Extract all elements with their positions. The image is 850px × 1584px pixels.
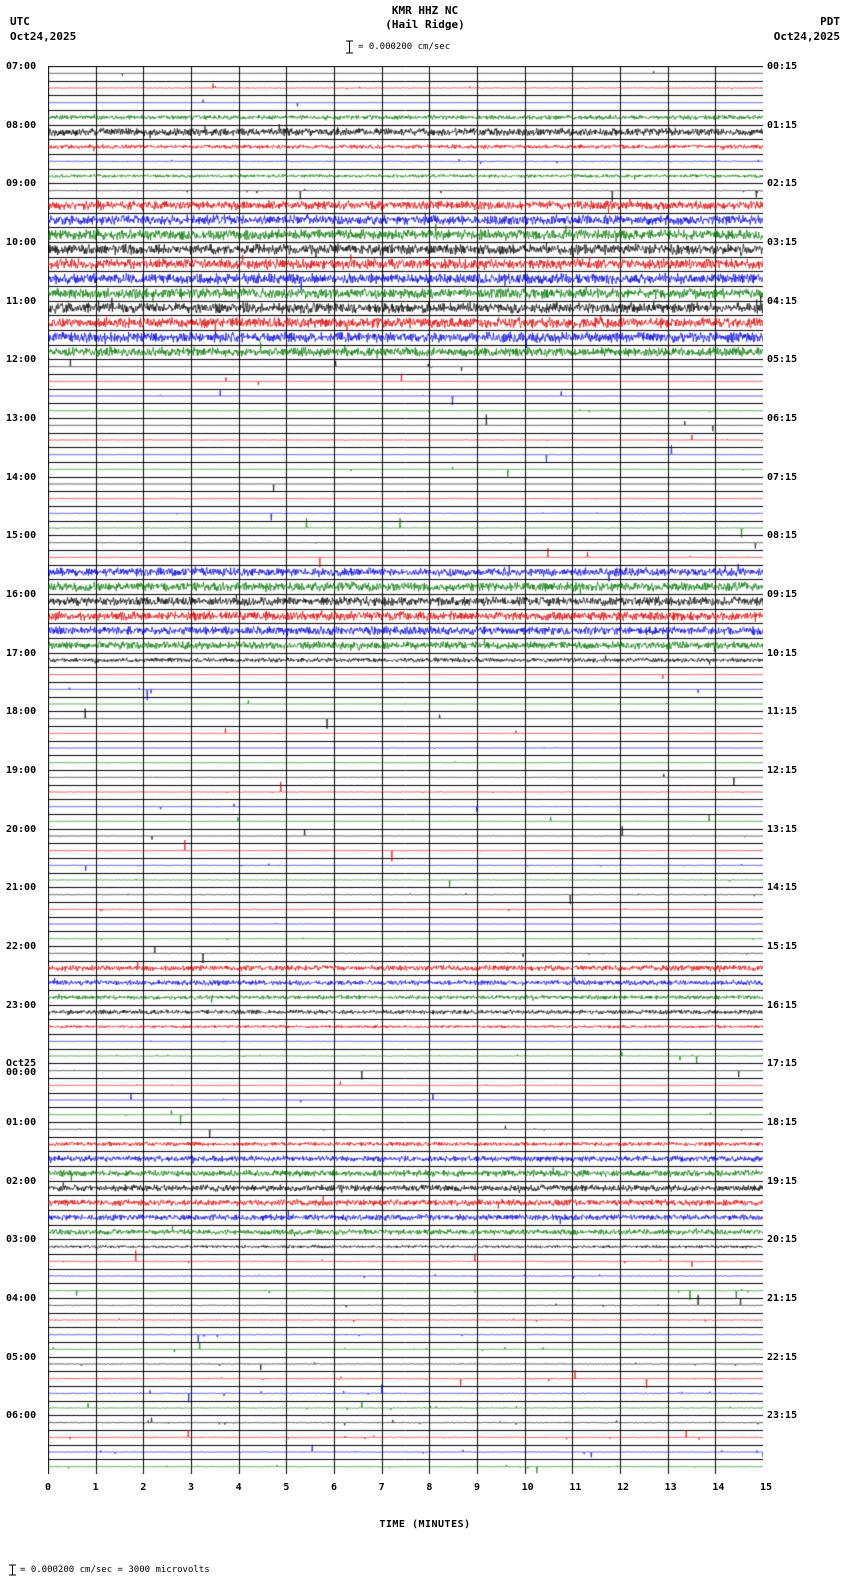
time-label-pdt: 04:15 — [767, 295, 798, 307]
time-label-pdt: 18:15 — [767, 1117, 798, 1128]
time-label-utc: 06:00 — [6, 1410, 37, 1422]
scale-bar-icon-footer — [8, 1564, 17, 1576]
time-label-pdt: 20:15 — [767, 1234, 798, 1246]
x-axis-label: TIME (MINUTES) — [379, 1519, 471, 1530]
station-code: KMR HHZ NC — [391, 4, 459, 17]
time-label-utc: 14:00 — [6, 471, 37, 483]
x-tick-label: 3 — [188, 1482, 195, 1493]
footer-scale — [8, 1564, 210, 1576]
header-left — [10, 14, 76, 44]
time-label-utc: 20:00 — [6, 823, 37, 835]
time-label-pdt: 06:15 — [767, 413, 798, 424]
time-label-pdt: 17:15 — [767, 1058, 798, 1070]
time-label-utc: 19:00 — [6, 765, 37, 776]
x-tick-label: 15 — [760, 1482, 773, 1493]
x-tick-label: 10 — [521, 1482, 534, 1493]
scale-bar-icon — [345, 40, 354, 54]
time-label-pdt: 02:15 — [767, 178, 798, 190]
time-label-pdt: 22:15 — [767, 1351, 798, 1363]
x-tick-label: 5 — [283, 1482, 290, 1493]
time-label-utc: 09:00 — [6, 178, 37, 190]
time-label-utc: 12:00 — [6, 354, 37, 366]
time-label-pdt: 05:15 — [767, 354, 798, 366]
x-tick-label: 0 — [45, 1482, 52, 1493]
time-label-utc: 18:00 — [6, 706, 37, 718]
x-tick-label: 6 — [331, 1482, 338, 1493]
time-label-pdt: 07:15 — [767, 471, 798, 483]
header-right — [774, 14, 840, 44]
time-label-utc: 01:00 — [6, 1117, 37, 1128]
x-tick-label: 13 — [664, 1482, 677, 1493]
time-label-pdt: 10:15 — [767, 647, 798, 659]
timezone-pdt-label: PDT — [820, 15, 840, 28]
time-label-pdt: 15:15 — [767, 941, 798, 952]
time-label-pdt: 19:15 — [767, 1175, 798, 1187]
time-label-pdt: 11:15 — [767, 706, 798, 718]
time-label-utc: 03:00 — [6, 1234, 37, 1246]
time-label-utc: 10:00 — [6, 237, 37, 248]
time-label-utc: 23:00 — [6, 999, 37, 1011]
time-label-pdt: 09:15 — [767, 589, 798, 600]
seismogram-canvas — [48, 66, 763, 1474]
station-name: (Hail Ridge) — [385, 18, 465, 31]
time-label-utc: 08:00 — [6, 119, 37, 131]
x-tick-label: 8 — [426, 1482, 433, 1493]
time-label-pdt: 13:15 — [767, 823, 798, 835]
x-tick-label: 14 — [712, 1482, 725, 1493]
time-label-utc: 22:00 — [6, 941, 37, 952]
timezone-utc-label: UTC — [10, 15, 30, 28]
scale-reference — [345, 40, 450, 54]
time-label-utc: 07:00 — [6, 61, 37, 72]
time-label-utc: 17:00 — [6, 647, 37, 659]
time-label-pdt: 12:15 — [767, 765, 798, 776]
time-label-pdt: 08:15 — [767, 530, 798, 542]
time-label-utc: 05:00 — [6, 1351, 37, 1363]
time-label-utc: Oct25 — [6, 1058, 37, 1070]
time-label-utc: 11:00 — [6, 295, 37, 307]
time-label-pdt: 23:15 — [767, 1410, 798, 1422]
time-label-utc: 02:00 — [6, 1175, 37, 1187]
time-label-pdt: 16:15 — [767, 999, 798, 1011]
time-label-pdt: 21:15 — [767, 1293, 798, 1304]
x-tick-label: 11 — [569, 1482, 582, 1493]
time-label-pdt: 01:15 — [767, 119, 798, 131]
time-label-pdt: 00:15 — [767, 61, 798, 72]
time-label-pdt: 03:15 — [767, 237, 798, 248]
time-label-utc: 15:00 — [6, 530, 37, 542]
helicorder-plot — [48, 66, 763, 1474]
footer-text: = 0.000200 cm/sec = 3000 microvolts — [20, 1565, 210, 1575]
x-tick-label: 2 — [140, 1482, 147, 1493]
x-tick-label: 4 — [235, 1482, 242, 1493]
x-tick-label: 1 — [92, 1482, 99, 1493]
x-tick-label: 7 — [378, 1482, 385, 1493]
utc-date-label: Oct24,2025 — [10, 30, 77, 43]
time-label-utc: 21:00 — [6, 882, 37, 894]
time-label-utc: 16:00 — [6, 589, 37, 600]
time-label-pdt: 14:15 — [767, 882, 798, 894]
pdt-date-label: Oct24,2025 — [773, 30, 840, 43]
time-label-utc: 00:00 — [6, 1067, 37, 1079]
scale-text: = 0.000200 cm/sec — [358, 42, 451, 52]
x-tick-label: 12 — [617, 1482, 630, 1493]
time-label-utc: 04:00 — [6, 1293, 37, 1304]
time-label-utc: 13:00 — [6, 413, 37, 424]
chart-title-block — [0, 4, 850, 32]
x-tick-label: 9 — [474, 1482, 481, 1493]
